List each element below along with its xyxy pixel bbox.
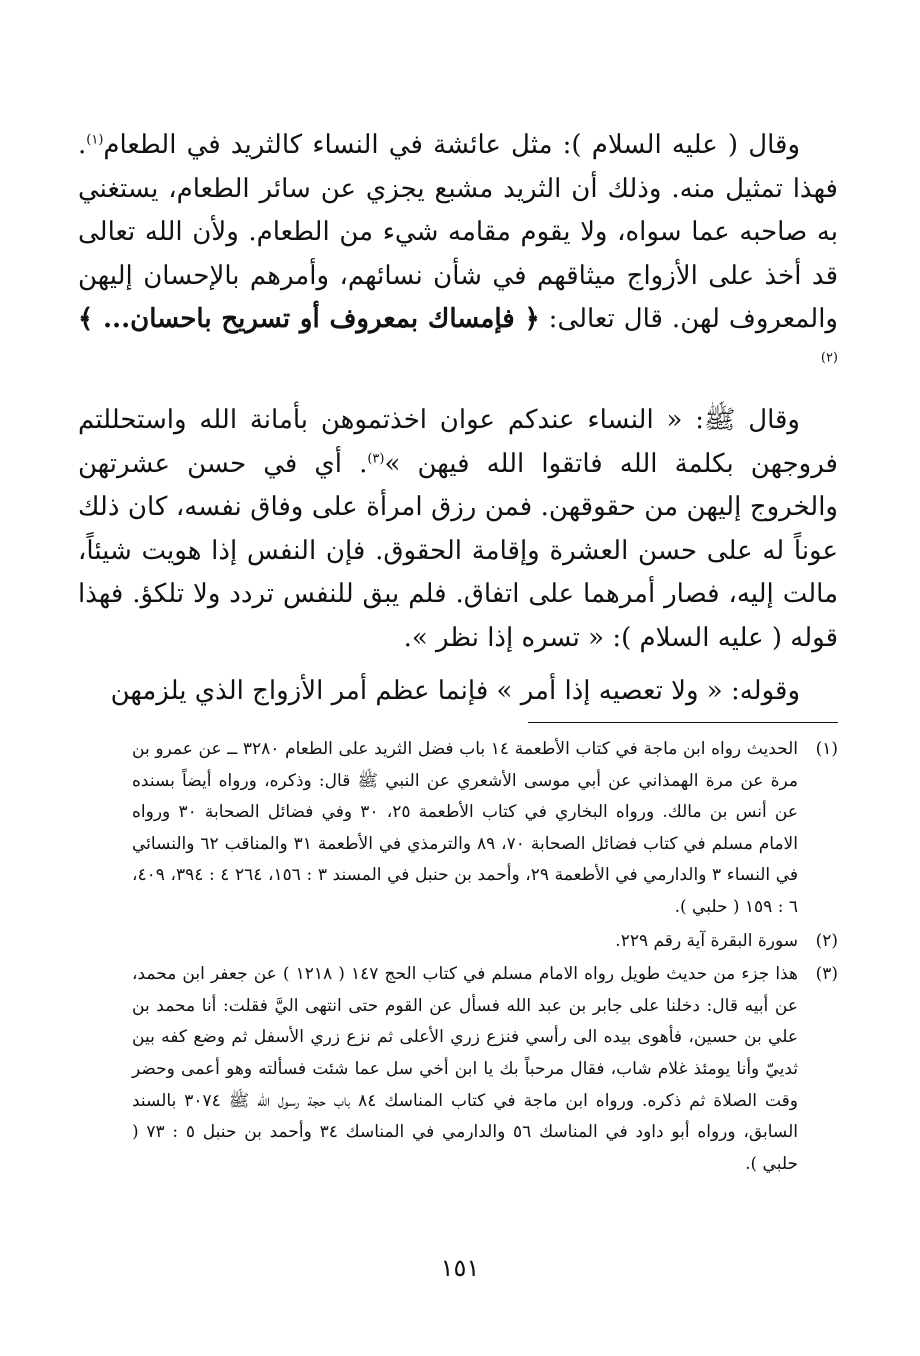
indent xyxy=(800,405,838,435)
paragraph-1-text-a: وقال ( عليه السلام ): مثل عائشة في النساء كالثريد في الطعام xyxy=(103,130,800,160)
main-text xyxy=(78,124,838,714)
paragraph-1-text-b: . فهذا تمثيل منه. وذلك أن الثريد مشبع يجزي عن سائر الطعام، يستغني به صاحبه عما سواه، ولا يقوم مقامه شيء من الطعام. ولأن الله تعالى قد أخذ على الأزواج ميثاقهم في شأن نسائهم، وأمرهم بالإحسان إليهن والمعروف لهن. قال تعالى: xyxy=(78,130,839,334)
footnote-divider xyxy=(528,722,838,723)
indent xyxy=(800,676,838,706)
footnote-number: (٢) xyxy=(815,930,838,951)
footnote-text: سورة البقرة آية رقم ٢٢٩. xyxy=(615,930,798,951)
footnote-1 xyxy=(132,734,838,924)
footnote-number: (٣) xyxy=(815,964,838,985)
indent xyxy=(800,130,838,160)
footnote-text: هذا جزء من حديث طويل رواه الامام مسلم في كتاب الحج ١٤٧ ( ١٢١٨ ) عن جعفر ابن محمد، عن أبيه قال: دخلنا على جابر بن عبد الله فسأل عن القوم حتى انتهى اليَّ فقلت: أنا محمد بن علي بن حسين، فأهوى بيده الى رأسي فنزع زري الأعلى ثم نزع زري الأسفل ثم وضع كفه بين ثدييّ وأنا يومئذ غلام شاب، فقال مرحباً بك يا ابن أخي سل عما شئت فسألته وهو أعمى وحضر وقت الصلاة ثم ذكره. ورواه ابن ماجة في كتاب المناسك ٨٤ باب حجة رسول الله ﷺ ٣٠٧٤ بالسند السابق، ورواه أبو داود في المناسك ٥٦ والدارمي في المناسك ٣٤ وأحمد بن حنبل ٥ : ٧٣ ( حلبي ). xyxy=(132,964,798,1174)
paragraph-2-text-a: وقال ﷺ: « النساء عندكم عوان اخذتموهن بأمانة الله واستحللتم فروجهن بكلمة الله فاتقوا الله فيهن » xyxy=(78,405,838,479)
footnote-3 xyxy=(132,959,838,1180)
footnotes xyxy=(132,734,838,1182)
footnote-text: الحديث رواه ابن ماجة في كتاب الأطعمة ١٤ باب فضل الثريد على الطعام ٣٢٨٠ ــ عن عمرو بن مرة عن مرة الهمذاني عن أبي موسى الأشعري عن النبي ﷺ قال: وذكره، ورواه أيضاً بسنده عن أنس بن مالك. ورواه البخاري في كتاب الأطعمة ٢٥، ٣٠ وفي فضائل الصحابة ٣٠ ورواه الامام مسلم في كتاب فضائل الصحابة ٧٠، ٨٩ والترمذي في الأطعمة ٣١ والمناقب ٦٢ والنسائي في النساء ٣ والدارمي في الأطعمة ٢٩، وأحمد بن حنبل في المسند ٣ : ١٥٦، ٢٦٤ ٤ : ٣٩٤، ٤٠٩، ٦ : ١٥٩ ( حلبي ). xyxy=(132,739,799,917)
footnote-ref-3: (٣) xyxy=(367,450,385,466)
footnote-number: (١) xyxy=(815,739,838,759)
page-number: ١٥١ xyxy=(440,1254,480,1282)
paragraph-2-text-b: . أي في حسن عشرتهن والخروج إليهن من حقوقهن. فمن رزق امرأة على وفاق نفسه، كان ذلك عوناً له على حسن العشرة وإقامة الحقوق. فإن النفس إذا هويت شيئاً، مالت إليه، فصار أمرهما على اتفاق. فلم يبق للنفس تردد ولا تلكؤ. فهذا قوله ( عليه السلام ): « تسره إذا نظر ». xyxy=(78,448,838,653)
paragraph-1 xyxy=(78,124,838,385)
paragraph-3-text: وقوله: « ولا تعصيه إذا أمر » فإنما عظم أمر الأزواج الذي يلزمهن xyxy=(110,676,800,706)
footnote-2 xyxy=(132,926,838,958)
footnote-ref-1: (١) xyxy=(86,132,104,148)
paragraph-2 xyxy=(78,399,838,660)
quran-verse: ﴿ فإمساك بمعروف أو تسريح باحسان... ﴾ xyxy=(78,304,540,334)
footnote-ref-2: (٢) xyxy=(820,349,838,365)
paragraph-3 xyxy=(78,670,838,714)
